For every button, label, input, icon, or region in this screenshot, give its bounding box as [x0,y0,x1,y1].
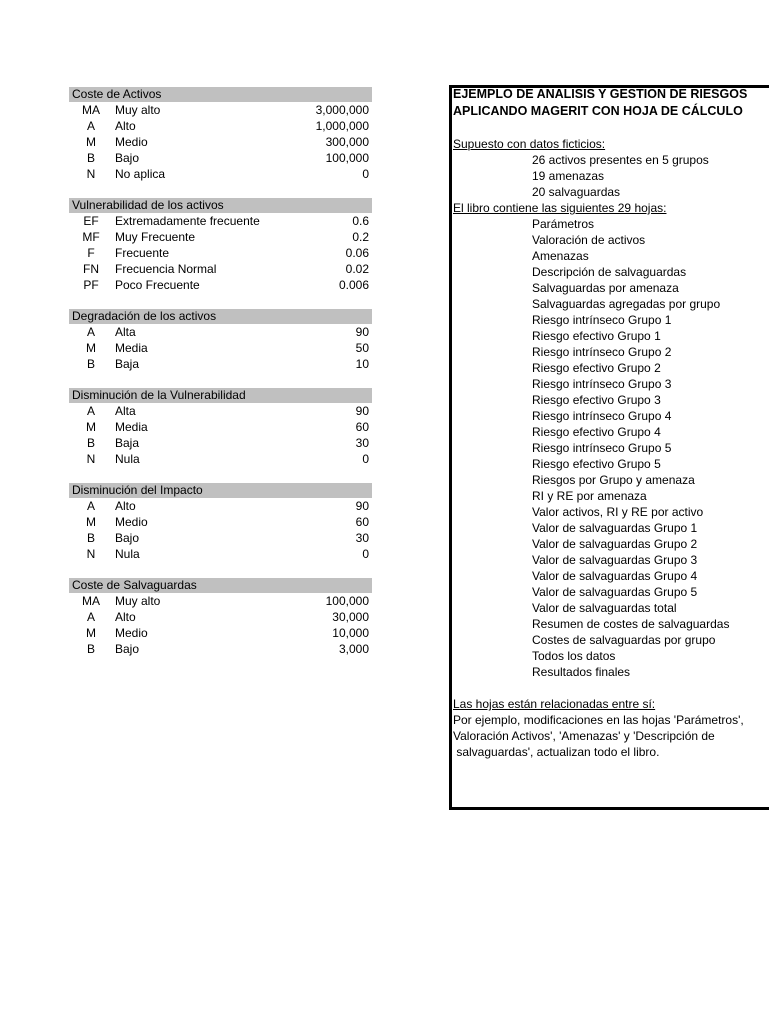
row-label: Poco Frecuente [115,278,200,292]
row-label: No aplica [115,167,166,181]
table-row[interactable] [69,530,372,546]
table-row[interactable] [69,340,372,356]
sheet-list-item: Riesgo intrínseco Grupo 1 [532,313,672,327]
sheet-list-item: Riesgo efectivo Grupo 5 [532,457,661,471]
sheet-list-item: Resumen de costes de salvaguardas [532,617,730,631]
row-code: N [86,452,96,466]
row-code: B [86,357,95,371]
info-title-line-2: APLICANDO MAGERIT CON HOJA DE CÁLCULO [453,104,743,118]
sheet-list-item: Riesgo intrínseco Grupo 2 [532,345,672,359]
row-value: 90 [355,325,369,339]
row-label: Extremadamente frecuente [115,214,260,228]
libro-heading: El libro contiene las siguientes 29 hojas: [453,201,667,215]
row-label: Medio [115,135,148,149]
row-label: Alta [115,325,136,339]
sheet-list-item: Descripción de salvaguardas [532,265,687,279]
spacer [451,120,689,136]
row-code: MA [82,103,100,117]
row-code: B [86,436,95,450]
table-row[interactable] [69,498,372,514]
row-label: Nula [115,547,140,561]
sheet-list-item: Riesgo efectivo Grupo 2 [532,361,661,375]
row-code: M [86,135,96,149]
sheet-list-item: Amenazas [532,249,589,263]
table-row[interactable] [69,356,372,372]
section-coste-activos [69,87,372,182]
table-row[interactable] [69,451,372,467]
spacer [451,680,689,696]
relacion-text-line: Por ejemplo, modificaciones en las hojas 'Parámetros', [453,713,744,727]
table-row[interactable] [69,277,372,293]
row-code: M [86,515,96,529]
row-value: 10 [355,357,369,371]
sheet-list-item: Valor de salvaguardas Grupo 5 [532,585,698,599]
table-row[interactable] [69,102,372,118]
spacer [69,467,372,483]
table-row[interactable] [69,593,372,609]
row-label: Alta [115,404,136,418]
row-label: Muy alto [115,594,161,608]
row-code: F [87,246,95,260]
sheet-list-item: Valor de salvaguardas Grupo 2 [532,537,698,551]
row-label: Muy alto [115,103,161,117]
row-value: 60 [355,515,369,529]
row-value: 1,000,000 [315,119,369,133]
row-code: M [86,341,96,355]
spacer [69,372,372,388]
table-row[interactable] [69,403,372,419]
table-row[interactable] [69,229,372,245]
row-value: 3,000,000 [315,103,369,117]
table-row[interactable] [69,625,372,641]
sheet-list-item: Riesgo efectivo Grupo 3 [532,393,661,407]
table-row[interactable] [69,609,372,625]
section-header[interactable]: Coste de Activos [69,87,372,102]
row-value: 30 [355,531,369,545]
section-degradacion [69,309,372,372]
row-label: Frecuente [115,246,170,260]
row-value: 3,000 [338,642,369,656]
sheet-list-item: Salvaguardas agregadas por grupo [532,297,721,311]
sheet-list-item: Resultados finales [532,665,631,679]
row-code: A [86,499,95,513]
section-disminucion-vulnerabilidad [69,388,372,467]
sheet-list-item: Todos los datos [532,649,616,663]
section-header[interactable]: Coste de Salvaguardas [69,578,372,593]
section-disminucion-impacto [69,483,372,562]
row-label: Alto [115,610,136,624]
row-label: Baja [115,357,140,371]
row-value: 10,000 [332,626,369,640]
row-label: Alto [115,499,136,513]
row-label: Alto [115,119,136,133]
table-row[interactable] [69,546,372,562]
table-row[interactable] [69,213,372,229]
sheet-list-item: Valor de salvaguardas Grupo 4 [532,569,698,583]
row-code: EF [83,214,99,228]
sheet-list-item: Riesgo intrínseco Grupo 4 [532,409,672,423]
row-value: 0 [362,167,369,181]
row-value: 30,000 [332,610,369,624]
row-label: Muy Frecuente [115,230,196,244]
row-value: 0.6 [352,214,369,228]
row-value: 0 [362,547,369,561]
row-value: 0.06 [345,246,369,260]
section-coste-salvaguardas [69,578,372,657]
table-row[interactable] [69,514,372,530]
row-code: B [86,531,95,545]
table-row[interactable] [69,324,372,340]
sheet-list-item: Riesgo intrínseco Grupo 3 [532,377,672,391]
sheet-list-item: Riesgo efectivo Grupo 1 [532,329,661,343]
spacer [69,562,372,578]
row-code: B [86,642,95,656]
relacion-text-line: salvaguardas', actualizan todo el libro. [453,745,660,759]
parameters-table [69,87,372,657]
supuesto-item: 19 amenazas [532,169,605,183]
table-row[interactable] [69,150,372,166]
sheet-list-item: Valor de salvaguardas Grupo 1 [532,521,698,535]
sheet-list-item: Valor de salvaguardas total [532,601,677,615]
row-code: M [86,420,96,434]
row-code: N [86,547,96,561]
table-row[interactable] [69,641,372,657]
sheet-list-item: Riesgos por Grupo y amenaza [532,473,695,487]
row-value: 0.006 [338,278,369,292]
row-value: 0.02 [345,262,369,276]
sheet-list-item: Valor de salvaguardas Grupo 3 [532,553,698,567]
row-value: 100,000 [325,594,369,608]
info-box [451,86,748,808]
row-label: Baja [115,436,140,450]
row-value: 50 [355,341,369,355]
sheet-list-item: Riesgo efectivo Grupo 4 [532,425,661,439]
supuesto-item: 26 activos presentes en 5 grupos [532,153,709,167]
row-label: Frecuencia Normal [115,262,217,276]
table-row[interactable] [69,134,372,150]
table-row[interactable] [69,419,372,435]
sheet-list-item: Valor activos, RI y RE por activo [532,505,704,519]
relacion-text-line: Valoración Activos', 'Amenazas' y 'Descripción de [453,729,715,743]
row-value: 100,000 [325,151,369,165]
row-code: FN [83,262,99,276]
table-row[interactable] [69,245,372,261]
row-value: 0.2 [352,230,369,244]
info-title-line-1: EJEMPLO DE ANALISIS Y GESTION DE RIESGOS [453,87,748,101]
supuesto-heading: Supuesto con datos ficticios: [453,137,606,151]
section-header[interactable]: Disminución de la Vulnerabilidad [69,388,372,403]
row-value: 90 [355,499,369,513]
table-row[interactable] [69,118,372,134]
table-row[interactable] [69,166,372,182]
spacer [69,293,372,309]
row-label: Medio [115,515,148,529]
row-code: N [86,167,96,181]
row-label: Media [115,420,148,434]
row-code: B [86,151,95,165]
section-vulnerabilidad [69,198,372,293]
row-label: Bajo [115,151,140,165]
row-value: 30 [355,436,369,450]
table-row[interactable] [69,435,372,451]
spacer [69,182,372,198]
row-code: A [86,119,95,133]
row-label: Nula [115,452,140,466]
row-label: Bajo [115,642,140,656]
sheet-list-item: Riesgo intrínseco Grupo 5 [532,441,672,455]
sheet-list-item: Valoración de activos [532,233,646,247]
row-code: A [86,610,95,624]
section-header[interactable]: Degradación de los activos [69,309,372,324]
row-code: M [86,626,96,640]
row-label: Medio [115,626,148,640]
supuesto-item: 20 salvaguardas [532,185,621,199]
row-value: 300,000 [325,135,369,149]
sheet-list-item: RI y RE por amenaza [532,489,647,503]
table-row[interactable] [69,261,372,277]
relacion-heading: Las hojas están relacionadas entre sí: [453,697,656,711]
section-header[interactable]: Vulnerabilidad de los activos [69,198,372,213]
section-header[interactable]: Disminución del Impacto [69,483,372,498]
sheet-list-item: Salvaguardas por amenaza [532,281,679,295]
row-code: A [86,404,95,418]
row-code: MF [82,230,100,244]
row-value: 0 [362,452,369,466]
sheet-list-item: Parámetros [532,217,595,231]
row-code: PF [83,278,99,292]
row-code: MA [82,594,100,608]
row-label: Bajo [115,531,140,545]
row-value: 60 [355,420,369,434]
row-code: A [86,325,95,339]
row-label: Media [115,341,148,355]
row-value: 90 [355,404,369,418]
sheet-list-item: Costes de salvaguardas por grupo [532,633,716,647]
